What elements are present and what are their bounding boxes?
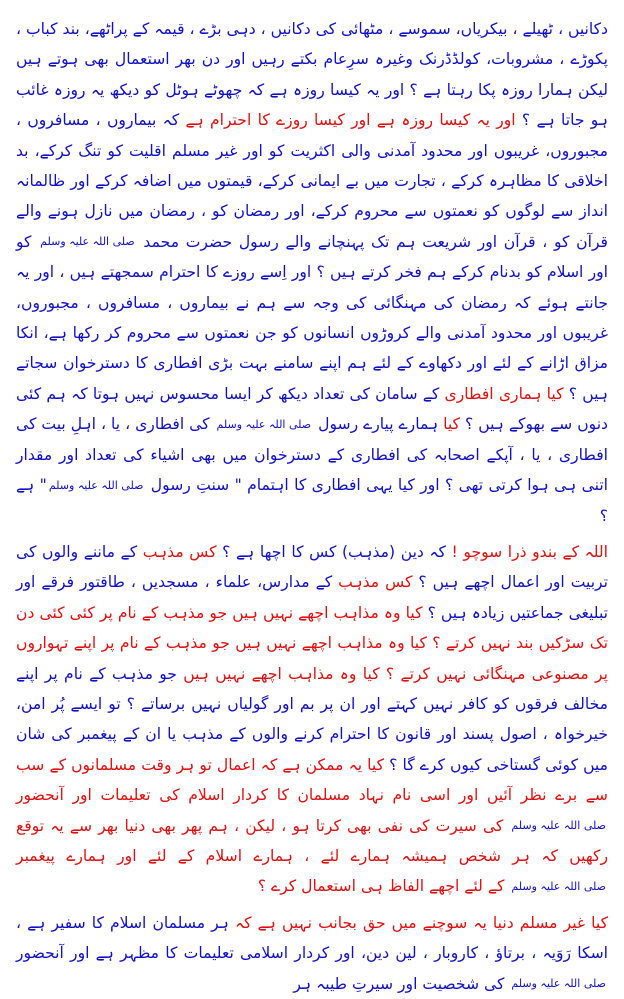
body-text: کہ دین (مذہب) کس کا اچھا ہے ؟: [216, 542, 446, 561]
salla-honorific-glyph: صلی اللہ علیہ وسلم: [216, 417, 312, 431]
body-text: دکانیں ، ٹھیلے ، بیکریاں، سموسے ، مٹھائی کی دکانیں ، دہی بڑے ، قیمہ کے پراٹھے، بند کباب ، پکوڑے ، مشروبات، کولڈڈرنک وغیرہ سرِعام بکتے رہیں اور دن بھر استعمال بھی ہوتے ہیں لیکن ہمارا روزہ پکا رہتا ہے ؟ اور یہ کیسا روزہ ہے کہ چھوٹے ہوٹل کو دیکھ یہ روزہ غائب ہو جاتا ہے ؟: [16, 20, 608, 130]
highlighted-text: کس مذہب: [338, 573, 413, 592]
salla-honorific-glyph: صلی اللہ علیہ وسلم: [40, 235, 135, 249]
paragraph: [16, 14, 608, 531]
body-text: " ہے ؟: [16, 476, 608, 525]
body-text: ہر مسلمان اسلام کا سفیر ہے ، اسکا رَوَیہ ، برتاؤ ، کاروبار ، لین دین، اور کردار اسلامی تعلیمات کا مظہر ہے اور آنحضور: [16, 913, 608, 963]
salla-honorific-glyph: صلی اللہ علیہ وسلم: [511, 977, 606, 991]
body-text: کی شخصیت اور سیرتِ طیبہ ہر: [293, 974, 510, 993]
highlighted-text: اور یہ کیسا روزہ ہے اور کیسا روزے کا احترام ہے: [185, 111, 516, 130]
body-text: کے ماننے والوں کی تربیت اور اعمال اچھے ہیں ؟: [16, 542, 608, 592]
highlighted-text: کیا وہ مذاہب اچھے نہیں ہیں جو مذہب کے نام پر کئی کئی دن تک سڑکیں بند نہیں کرتے ؟ کیا وہ مذاہب اچھے نہیں ہیں جو مذہب کے نام پر اپنے تہواروں پر مصنوعی مہنگائی نہیں کرتے ؟ کیا وہ مذاہب اچھے نہیں ہیں: [16, 603, 608, 683]
highlighted-text: اللہ کے بندو ذرا سوچو !: [445, 542, 609, 561]
body-text: کہ بیماروں ، مسافروں ، مجبوروں، غریبوں اور محدود آمدنی والی اکثریت کو اور غیر مسلم اقلیت کو تنگ کرکے، بد اخلاقی کا مظاہرہ کرکے ، تجارت میں بے ایمانی کرکے، قیمتوں میں اضافہ کرکے اور ظالمانہ انداز سے لوگوں کو نعمتوں سے محروم کرکے، اور رمضان کو ، رمضان میں نازل ہونے والے قرآن کو ، قرآن اور شریعت ہم تک پہنچانے والے رسول حضرت محمد: [16, 111, 608, 251]
body-text: کے مدارس، علماء ، مسجدیں ، طاقتور فرقے اور تبلیغی جماعتیں زیادہ ہیں ؟: [16, 573, 608, 622]
body-text: کے سامان کی تعداد دیکھ کر ایسا محسوس نہیں ہوتا کہ ہم کئی دنوں سے بھوکے ہیں ؟: [16, 384, 608, 434]
body-text: ہمارے پیارے رسول: [313, 415, 444, 434]
body-text: جو مذہب کے نام پر اپنے مخالف فرقوں کو کافر نہیں کہتے اور ان پر بم اور گولیاں نہیں برساتے ؟ تو ایسے پُر امن، خیرخواہ ، اصول پسند اور قانون کا احترام کرنے والوں کے مذہب یا ان کے پیغمبر کی شان میں کوئی گستاخی کیوں کرے گا ؟: [16, 664, 608, 774]
salla-honorific-glyph: صلی اللہ علیہ وسلم: [48, 478, 144, 492]
body-text: کی افطاری ، یا ، اہلِ بیت کی افطاری ، یا ، آپکے اصحابہ کی افطاری کے دسترخوان میں بھی اشیاء کی تعداد اور مقدار اتنی ہی ہوا کرتی تھی ؟ اور کیا یہی افطاری کا اہتمام " سنتِ رسول: [16, 415, 608, 495]
highlighted-text: کیا ہماری افطاری: [444, 384, 564, 403]
highlighted-text: کیا یہ ممکن ہے کہ اعمال تو ہر وقت مسلمانوں کے سب سے برے نظر آئیں اور اسی نام نہاد مسلمان کا کردار اسلام کی تعلیمات اور آنحضور: [16, 755, 608, 805]
body-text: کو اور اسلام کو بدنام کرکے ہم فخر کرتے ہیں ؟ اور اِسے روزے کا احترام سمجھتے ہیں ، اور یہ جانتے ہوئے کہ رمضان کی مہنگائی کی وجہ سے ہم نے بیماروں ، مسافروں ، مجبوروں، غریبوں اور محدود آمدنی والے کروڑوں انسانوں کو جن نعمتوں سے محروم کر رکھا ہے، انکا مزاق اڑانے کے لئے اور دکھاوے کے لئے ہم اپنے سامنے بہت بڑی افطاری کا دسترخوان سجاتے ہیں ؟: [16, 232, 608, 403]
highlighted-text: کیا غیر مسلم دنیا یہ سوچنے میں حق بجانب نہیں ہے کہ: [234, 913, 609, 932]
salla-honorific-glyph: صلی اللہ علیہ وسلم: [511, 879, 606, 893]
highlighted-text: کی سیرت کی نفی بھی کرتا ہو ، لیکن ،: [227, 816, 510, 835]
salla-honorific-glyph: صلی اللہ علیہ وسلم: [511, 819, 606, 833]
highlighted-text: ہم پھر بھی دنیا بھر سے یہ توقع رکھیں کہ ہر شخص ہمیشہ ہمارے لئے ، ہمارے اسلام کے لئے اور ہمارے پیغمبر: [16, 816, 608, 865]
paragraph: [16, 908, 608, 999]
highlighted-text: کے لئے اچھے الفاظ ہی استعمال کرے ؟: [257, 877, 510, 896]
highlighted-text: کس مذہب: [142, 542, 217, 561]
highlighted-text: کیا: [443, 415, 460, 434]
paragraph: [16, 537, 608, 902]
